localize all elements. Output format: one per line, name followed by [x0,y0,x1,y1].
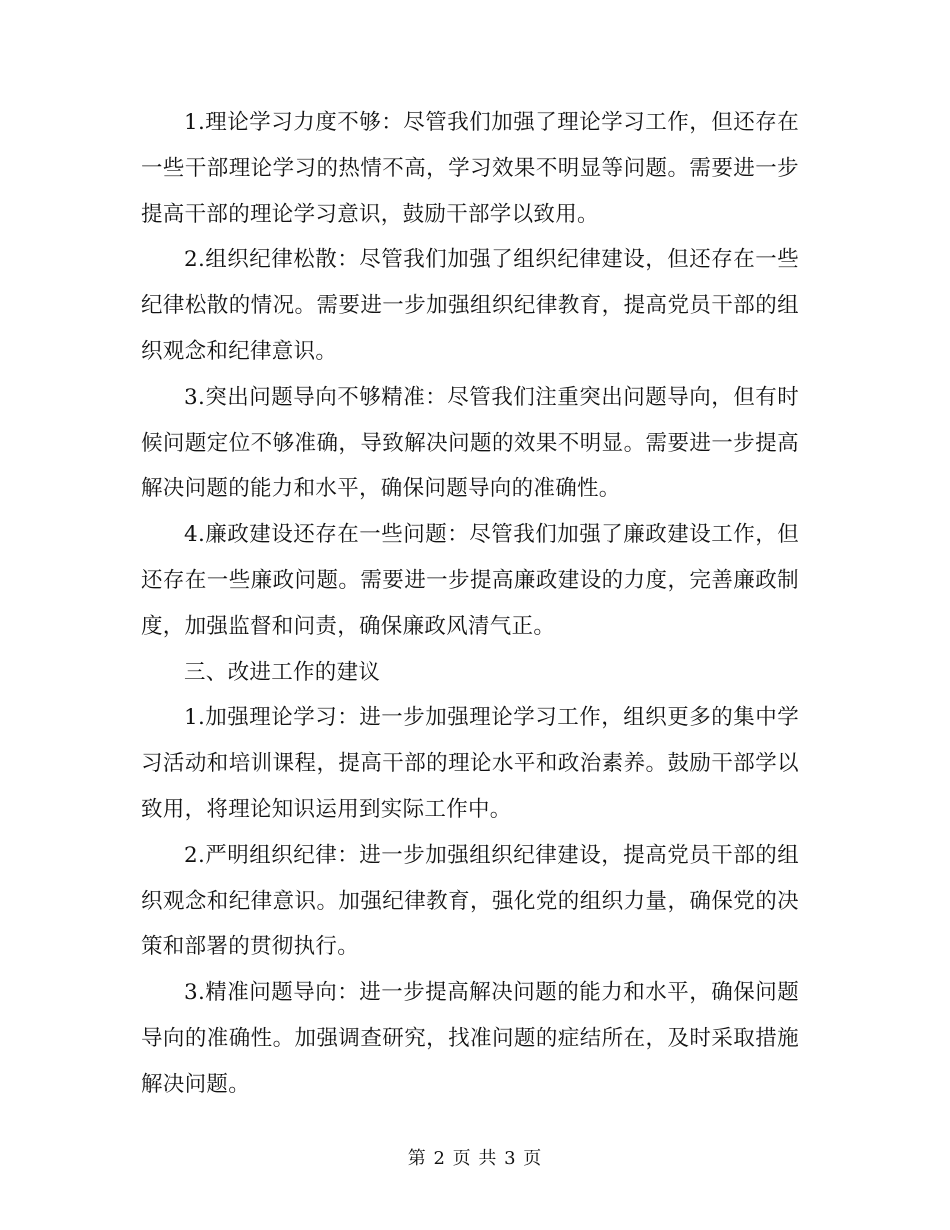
paragraph-precise-orientation: 3.精准问题导向：进一步提高解决问题的能力和水平，确保问题导向的准确性。加强调查研究，找准问题的症结所在，及时采取措施解决问题。 [141,980,799,1097]
paragraph-theory-study-issue: 1.理论学习力度不够：尽管我们加强了理论学习工作，但还存在一些干部理论学习的热情不高，学习效果不明显等问题。需要进一步提高干部的理论学习意识，鼓励干部学以致用。 [141,110,799,227]
page-number-footer: 第 2 页 共 3 页 [407,1148,543,1169]
section-heading-suggestions: 三、改进工作的建议 [184,659,381,685]
paragraph-discipline-issue: 2.组织纪律松散：尽管我们加强了组织纪律建设，但还存在一些纪律松散的情况。需要进一步加强组织纪律教育，提高党员干部的组织观念和纪律意识。 [141,247,799,364]
paragraph-integrity-issue: 4.廉政建设还存在一些问题：尽管我们加强了廉政建设工作，但还存在一些廉政问题。需要进一步提高廉政建设的力度，完善廉政制度，加强监督和问责，确保廉政风清气正。 [141,522,799,639]
paragraph-strict-discipline: 2.严明组织纪律：进一步加强组织纪律建设，提高党员干部的组织观念和纪律意识。加强纪律教育，强化党的组织力量，确保党的决策和部署的贯彻执行。 [141,842,799,960]
paragraph-problem-orientation-issue: 3.突出问题导向不够精准：尽管我们注重突出问题导向，但有时候问题定位不够准确，导致解决问题的效果不明显。需要进一步提高解决问题的能力和水平，确保问题导向的准确性。 [141,384,799,502]
paragraph-strengthen-theory: 1.加强理论学习：进一步加强理论学习工作，组织更多的集中学习活动和培训课程，提高干部的理论水平和政治素养。鼓励干部学以致用，将理论知识运用到实际工作中。 [141,705,799,822]
document-body [141,100,799,1108]
